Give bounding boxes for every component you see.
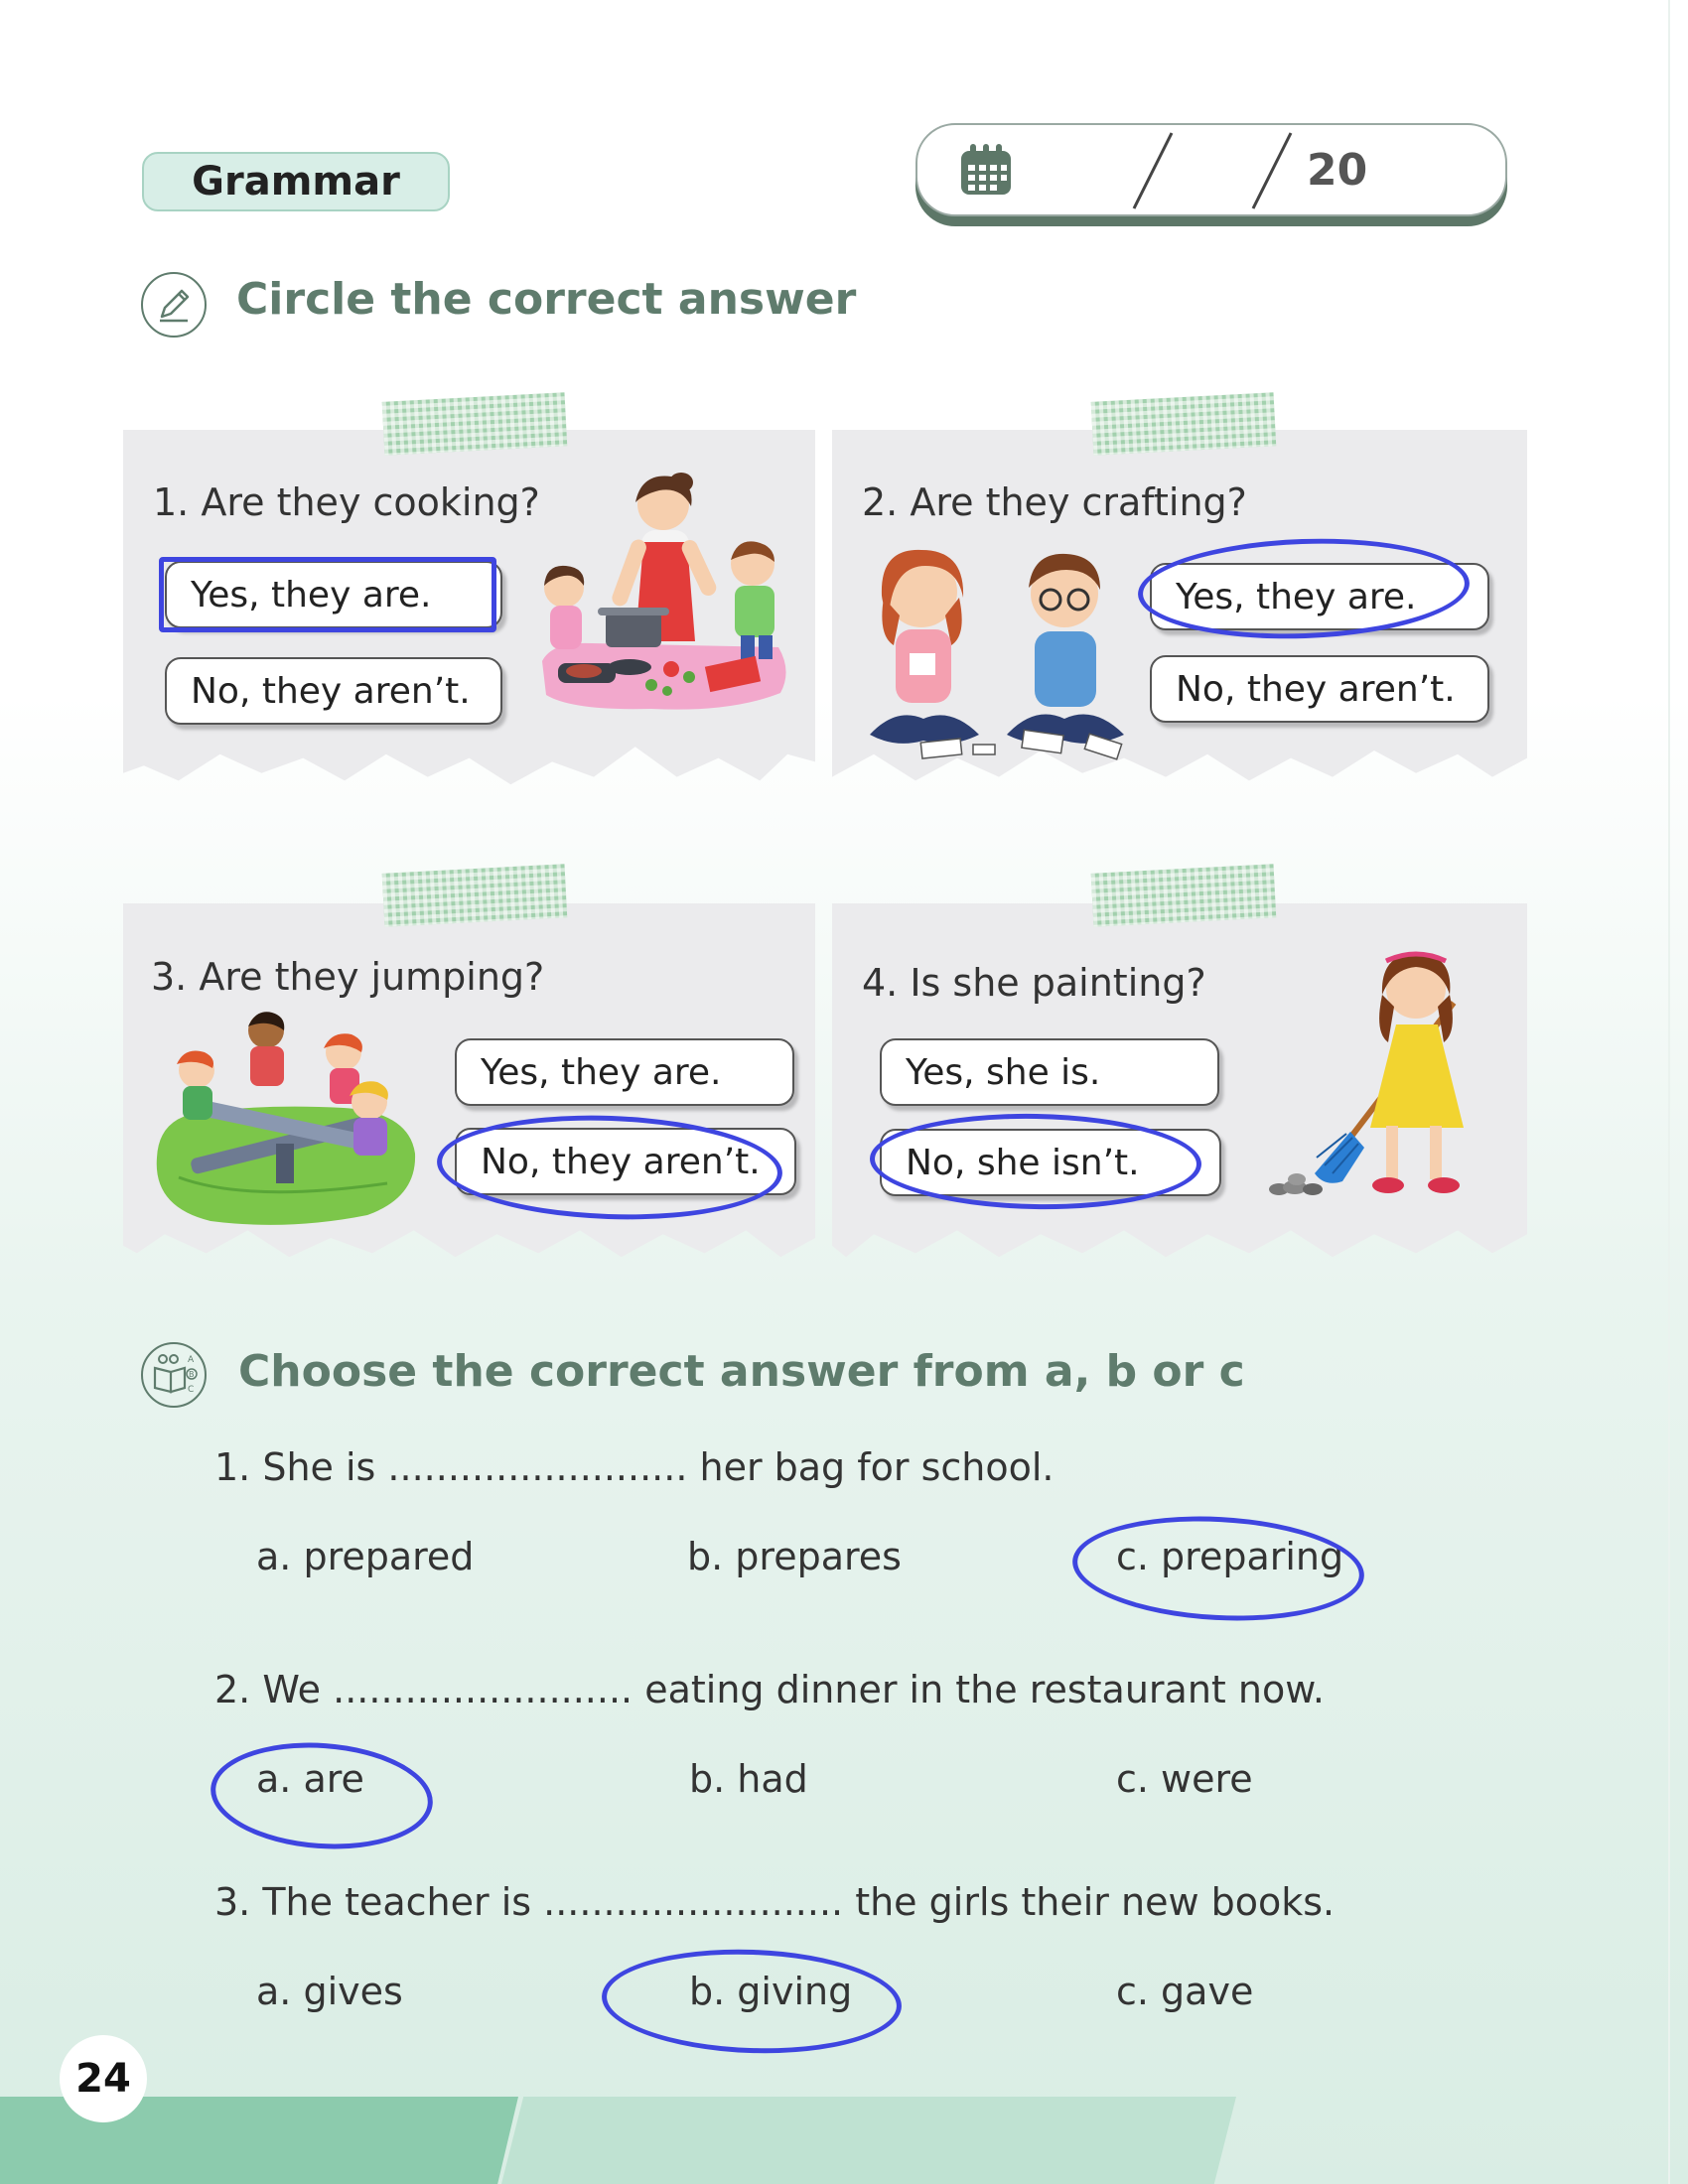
date-slash-2 bbox=[1247, 129, 1297, 212]
section-title-circle: Circle the correct answer bbox=[236, 274, 857, 325]
card-question: 3. Are they jumping? bbox=[151, 955, 545, 999]
svg-text:B: B bbox=[189, 1370, 195, 1379]
question-text: 2. We ......................... eating dinner in the restaurant now. bbox=[214, 1668, 1325, 1711]
question-text: 3. The teacher is ......................... the girls their new books. bbox=[214, 1880, 1336, 1924]
calendar-icon bbox=[957, 141, 1015, 199]
answer-choice[interactable]: c. were bbox=[1116, 1757, 1253, 1801]
answer-option[interactable]: Yes, they are. bbox=[165, 561, 502, 628]
answer-choice[interactable]: b. prepares bbox=[687, 1535, 902, 1578]
page-number: 24 bbox=[60, 2035, 147, 2122]
washi-tape bbox=[1091, 392, 1277, 456]
date-box bbox=[915, 123, 1507, 216]
answer-option[interactable]: No, they aren’t. bbox=[455, 1128, 796, 1195]
answer-option[interactable]: No, she isn’t. bbox=[880, 1129, 1221, 1196]
girl-sweeping-illustration bbox=[1255, 943, 1505, 1205]
card-question: 4. Is she painting? bbox=[862, 961, 1206, 1005]
answer-mark bbox=[1069, 1509, 1366, 1627]
washi-tape bbox=[382, 392, 568, 456]
pencil-icon bbox=[141, 272, 207, 338]
answer-choice[interactable]: b. had bbox=[689, 1757, 808, 1801]
date-year: 20 bbox=[1307, 145, 1368, 196]
answer-option[interactable]: Yes, she is. bbox=[880, 1038, 1219, 1106]
answer-option[interactable]: No, they aren’t. bbox=[1150, 655, 1489, 723]
answer-choice[interactable]: a. are bbox=[256, 1757, 364, 1801]
abc-book-icon bbox=[141, 1342, 207, 1408]
card-question: 2. Are they crafting? bbox=[862, 480, 1247, 524]
answer-choice[interactable]: c. gave bbox=[1116, 1970, 1254, 2013]
answer-option[interactable]: Yes, they are. bbox=[1150, 563, 1489, 630]
card-question: 1. Are they cooking? bbox=[153, 480, 540, 524]
washi-tape bbox=[382, 864, 568, 927]
page-edge bbox=[1668, 0, 1670, 2184]
family-cooking-illustration bbox=[532, 473, 796, 727]
kids-crafting-illustration bbox=[856, 536, 1144, 760]
answer-option[interactable]: No, they aren’t. bbox=[165, 657, 502, 725]
section-title-choose: Choose the correct answer from a, b or c bbox=[238, 1346, 1245, 1397]
answer-option[interactable]: Yes, they are. bbox=[455, 1038, 794, 1106]
kids-seesaw-illustration bbox=[149, 1009, 423, 1229]
answer-choice[interactable]: c. preparing bbox=[1116, 1535, 1344, 1578]
answer-choice[interactable]: b. giving bbox=[689, 1970, 853, 2013]
answer-mark bbox=[208, 1735, 437, 1855]
svg-text:C: C bbox=[188, 1385, 195, 1395]
answer-choice[interactable]: a. prepared bbox=[256, 1535, 475, 1578]
question-text: 1. She is ......................... her bag for school. bbox=[214, 1445, 1055, 1489]
answer-choice[interactable]: a. gives bbox=[256, 1970, 403, 2013]
answer-mark bbox=[600, 1945, 903, 2058]
answer-mark bbox=[159, 557, 496, 632]
footer-band-light bbox=[501, 2097, 1236, 2184]
washi-tape bbox=[1091, 864, 1277, 927]
svg-text:A: A bbox=[188, 1355, 195, 1365]
section-label: Grammar bbox=[142, 152, 450, 211]
date-slash-1 bbox=[1128, 129, 1178, 212]
